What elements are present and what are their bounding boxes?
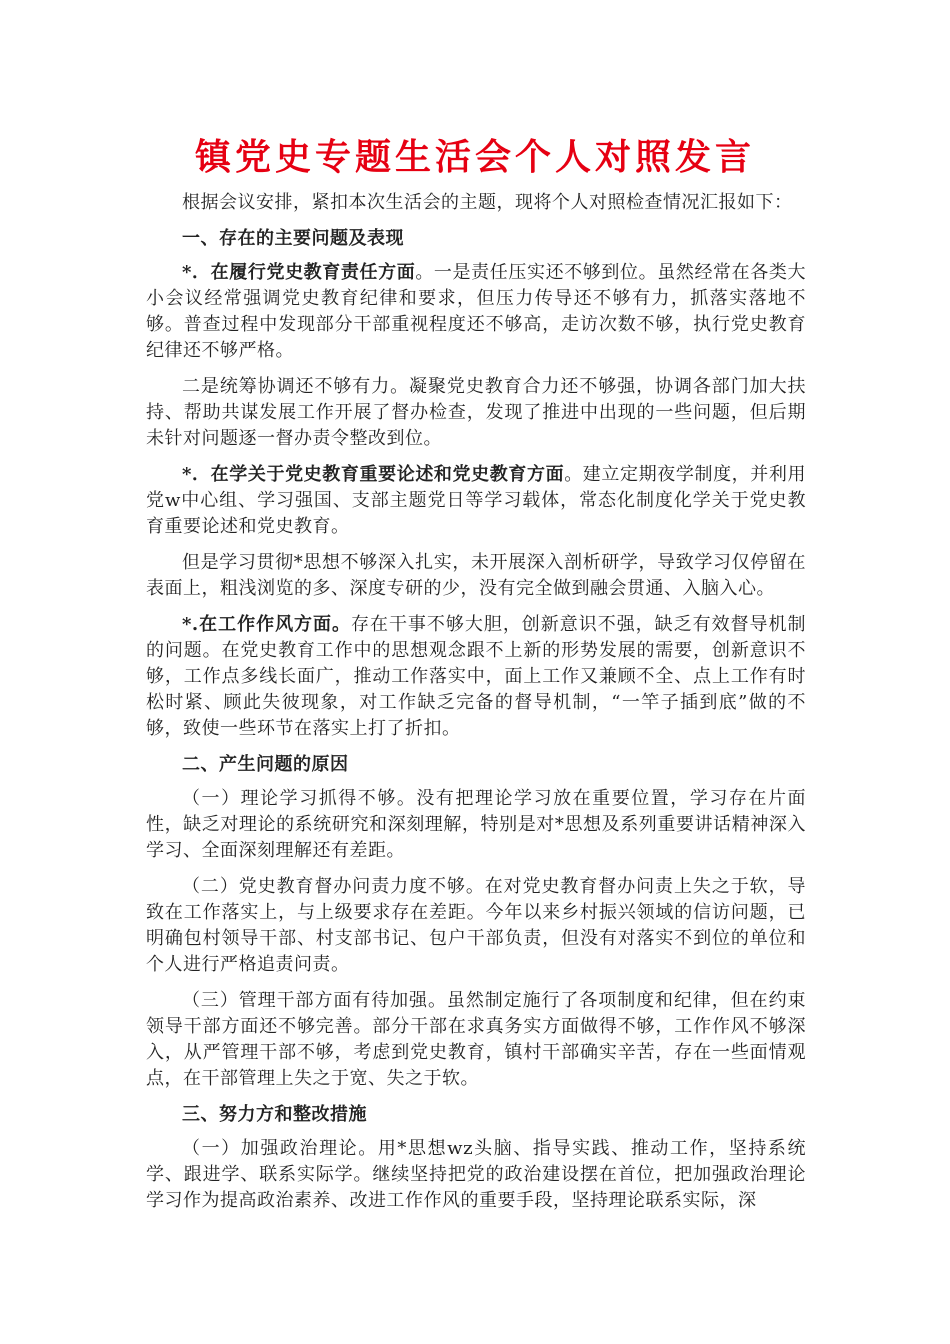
paragraph-lead: *.在工作作风方面。: [182, 614, 351, 635]
paragraph-text: 。一是责任压实还不够到位。虽然经常在各类大小会议经常强调党史教育纪律和要求，但压力传导还不够有力，抓落实落地不够。普查过程中发现部分干部重视程度还不够高，走访次数不够，执行党史教育纪律还不够严格。: [146, 262, 806, 361]
paragraph-problem-1: [146, 260, 806, 364]
paragraph-text: （一）理论学习抓得不够。没有把理论学习放在重要位置，学习存在片面性，缺乏对理论的系统研究和深刻理解，特别是对*思想及系列重要讲话精神深入学习、全面深刻理解还有差距。: [146, 788, 806, 861]
paragraph-measure-1: [146, 1136, 806, 1214]
paragraph-text: 根据会议安排，紧扣本次生活会的主题，现将个人对照检查情况汇报如下：: [182, 192, 793, 213]
paragraph-text: （三）管理干部方面有待加强。虽然制定施行了各项制度和纪律，但在约束领导干部方面还不够完善。部分干部在求真务实方面做得不够，工作作风不够深入，从严管理干部不够，考虑到党史教育，镇村干部确实辛苦，存在一些面情观点，在干部管理上失之于宽、失之于软。: [146, 990, 806, 1089]
paragraph-text: 二是统筹协调还不够有力。凝聚党史教育合力还不够强，协调各部门加大扶持、帮助共谋发展工作开展了督办检查，发现了推进中出现的一些问题，但后期未针对问题逐一督办责令整改到位。: [146, 376, 806, 449]
paragraph-lead: *．在履行党史教育责任方面: [182, 262, 416, 283]
paragraph-cause-2: [146, 874, 806, 978]
paragraph-cause-1: [146, 786, 806, 864]
heading-text: 三、努力方和整改措施: [182, 1104, 367, 1125]
paragraph-text: 。建立定期夜学制度，并利用党w中心组、学习强国、支部主题党日等学习载体，常态化制度化学关于党史教育重要论述和党史教育。: [146, 464, 807, 537]
paragraph-text: （二）党史教育督办问责力度不够。在对党史教育督办问责上失之于软，导致在工作落实上，与上级要求存在差距。今年以来乡村振兴领域的信访问题，已明确包村领导干部、村支部书记、包户干部负责，但没有对落实不到位的单位和个人进行严格追责问责。: [146, 876, 806, 975]
paragraph-problem-1b: [146, 374, 806, 452]
section-heading-1: [146, 226, 806, 252]
document-body: [146, 190, 806, 1224]
paragraph-text: 存在干事不够大胆，创新意识不强，缺乏有效督导机制的问题。在党史教育工作中的思想观念跟不上新的形势发展的需要，创新意识不够，工作点多线长面广，推动工作落实中，面上工作又兼顾不全、点上工作有时松时紧、顾此失彼现象，对工作缺乏完备的督导机制，“一竿子插到底”做的不够，致使一些环节在落实上打了折扣。: [146, 614, 807, 739]
paragraph-problem-3: [146, 612, 806, 742]
paragraph-text: （一）加强政治理论。用*思想wz头脑、指导实践、推动工作，坚持系统学、跟进学、联系实际学。继续坚持把党的政治建设摆在首位，把加强政治理论学习作为提高政治素养、改进工作作风的重要手段，坚持理论联系实际，深: [146, 1138, 806, 1211]
heading-text: 一、存在的主要问题及表现: [182, 228, 404, 249]
paragraph-lead: *．在学关于党史教育重要论述和党史教育方面: [182, 464, 565, 485]
section-heading-2: [146, 752, 806, 778]
section-heading-3: [146, 1102, 806, 1128]
paragraph-problem-2b: [146, 550, 806, 602]
paragraph-problem-2: [146, 462, 806, 540]
paragraph-text: 但是学习贯彻*思想不够深入扎实，未开展深入剖析研学，导致学习仅停留在表面上，粗浅浏览的多、深度专研的少，没有完全做到融会贯通、入脑入心。: [146, 552, 806, 599]
paragraph-intro: [146, 190, 806, 216]
document-title: 镇党史专题生活会个人对照发言: [194, 136, 755, 178]
heading-text: 二、产生问题的原因: [182, 754, 349, 775]
paragraph-cause-3: [146, 988, 806, 1092]
